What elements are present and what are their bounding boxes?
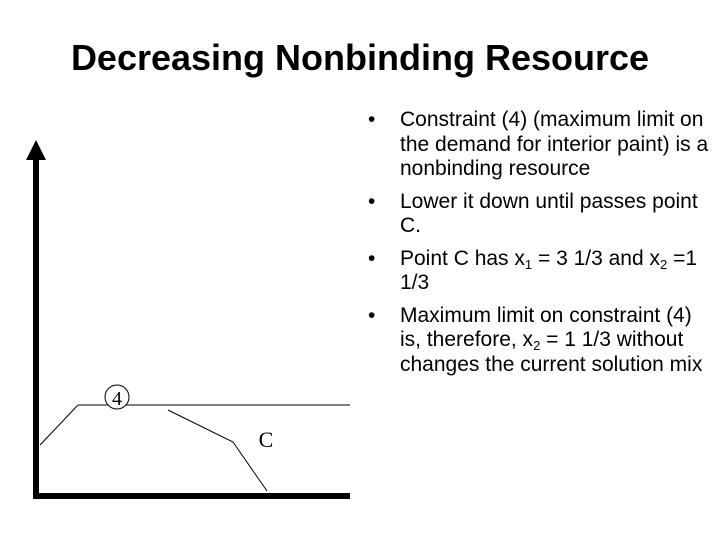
bullet-text: Maximum limit on constraint (4) is, therefore, x [400, 303, 692, 351]
bullet-text: = 3 1/3 and x [532, 246, 660, 270]
y-axis-arrowhead [26, 140, 46, 160]
subscript: 2 [660, 256, 668, 272]
binding-constraint-boundary [168, 410, 267, 491]
point-c-label: C [258, 427, 274, 452]
bullet-marker: • [368, 246, 376, 270]
bullet-text: Constraint (4) (maximum limit on the demand for interior paint) is a nonbinding resource [400, 108, 709, 180]
bullet-item [368, 190, 713, 239]
bullet-marker: • [368, 303, 376, 327]
bullet-text: Point C has x [400, 246, 525, 270]
bullet-item [368, 108, 713, 182]
bullet-marker: • [368, 189, 376, 213]
bullet-text: Lower it down until passes point C. [400, 189, 698, 237]
slide-title: Decreasing Nonbinding Resource [70, 37, 650, 78]
feasible-region-boundary [40, 405, 78, 445]
subscript: 1 [524, 256, 533, 272]
bullet-list [368, 108, 713, 385]
bullet-item [368, 304, 713, 378]
bullet-text: =1 1/3 [400, 246, 698, 294]
constraint-4-label: 4 [112, 388, 122, 410]
bullet-text: = 1 1/3 without changes the current solution mix [400, 328, 703, 376]
bullet-item [368, 247, 713, 296]
subscript: 2 [533, 338, 541, 353]
bullet-marker: • [368, 108, 376, 131]
